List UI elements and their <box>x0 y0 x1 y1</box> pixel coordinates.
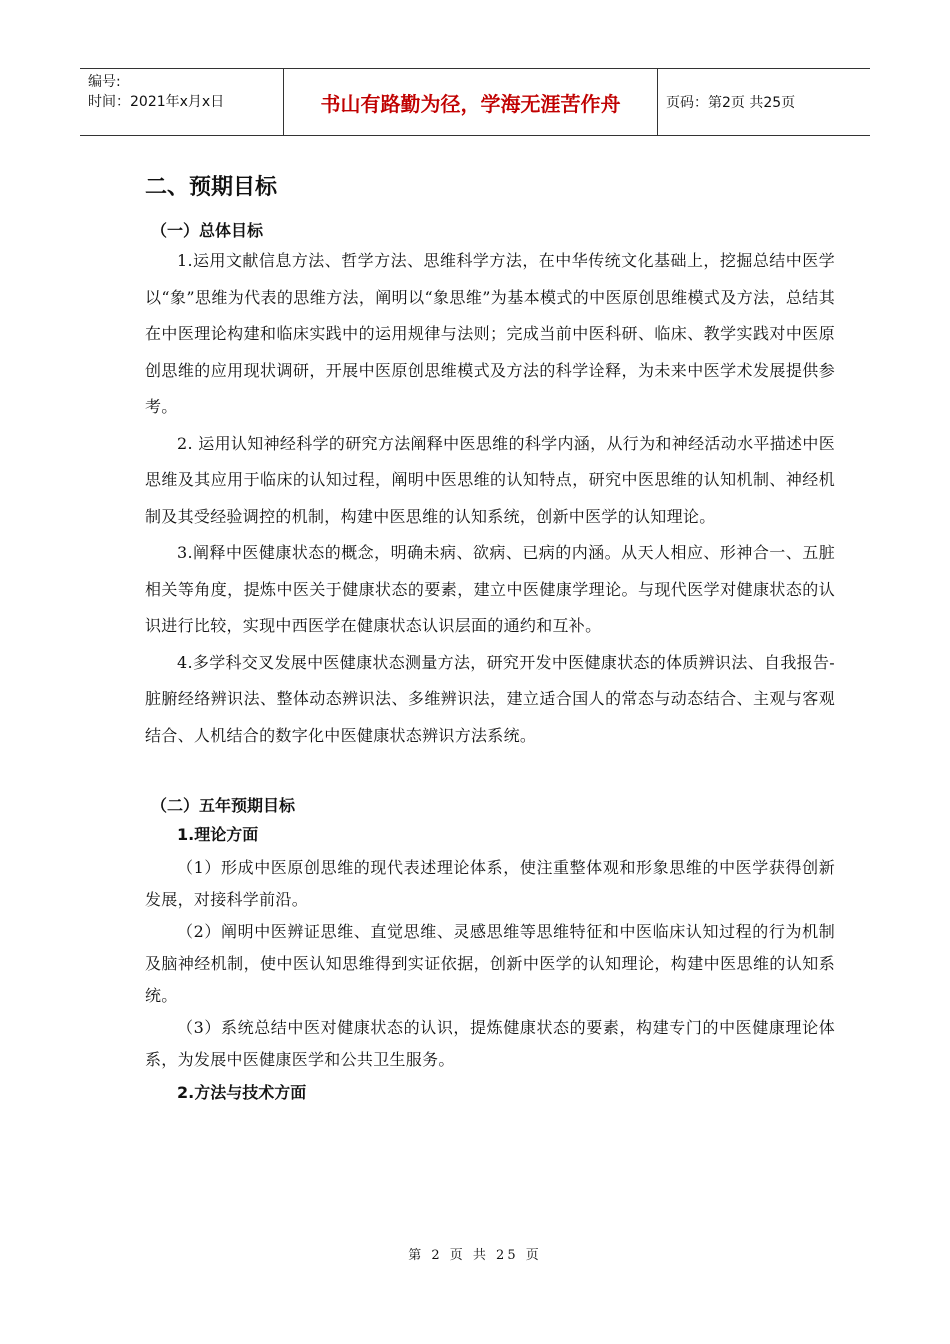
overall-paragraph-1: 1.运用文献信息方法、哲学方法、思维科学方法，在中华传统文化基础上，挖掘总结中医学以“象”思维为代表的思维方法，阐明以“象思维”为基本模式的中医原创思维模式及方法，总结其在中医理论构建和临床实践中的运用规律与法则；完成当前中医科研、临床、教学实践对中医原创思维的应用现状调研，开展中医原创思维模式及方法的科学诠释，为未来中医学术发展提供参考。 <box>145 251 835 416</box>
page-footer: 第 2 页 共 25 页 <box>408 1248 542 1263</box>
header-motto: 书山有路勤为径，学海无涯苦作舟 <box>283 69 658 135</box>
overall-goal-heading: （一）总体目标 <box>151 221 264 240</box>
time-label: 时间：2021年x月x日 <box>88 94 225 110</box>
overall-paragraph-2: 2. 运用认知神经科学的研究方法阐释中医思维的科学内涵，从行为和神经活动水平描述中医思维及其应用于临床的认知过程，阐明中医思维的认知特点，研究中医思维的认知机制、神经机制及其受经验调控的机制，构建中医思维的认知系统，创新中医学的认知理论。 <box>145 433 835 526</box>
header-page-info: 页码：第2页 共25页 <box>666 95 796 111</box>
theory-paragraph-2: （2）阐明中医辨证思维、直觉思维、灵感思维等思维特征和中医临床认知过程的行为机制及脑神经机制，使中医认知思维得到实证依据，创新中医学的认知理论，构建中医思维的认知系统。 <box>145 922 835 1005</box>
page-header <box>80 68 870 136</box>
overall-paragraph-4: 4.多学科交叉发展中医健康状态测量方法，研究开发中医健康状态的体质辨识法、自我报告-脏腑经络辨识法、整体动态辨识法、多维辨识法，建立适合国人的常态与动态结合、主观与客观结合、人机结合的数字化中医健康状态辨识方法系统。 <box>145 652 835 745</box>
five-year-goal-heading: （二）五年预期目标 <box>151 796 296 815</box>
theory-heading: 1.理论方面 <box>177 825 259 844</box>
spacer <box>145 754 835 794</box>
header-meta <box>80 69 283 135</box>
theory-paragraph-3: （3）系统总结中医对健康状态的认识，提炼健康状态的要素，构建专门的中医健康理论体系，为发展中医健康医学和公共卫生服务。 <box>145 1018 835 1069</box>
section-title: 二、预期目标 <box>145 175 278 200</box>
theory-paragraph-1: （1）形成中医原创思维的现代表述理论体系，使注重整体观和形象思维的中医学获得创新发展，对接科学前沿。 <box>145 858 835 909</box>
code-label: 编号: <box>88 74 121 90</box>
document-body <box>145 160 835 1110</box>
method-heading: 2.方法与技术方面 <box>177 1083 307 1102</box>
overall-paragraph-3: 3.阐释中医健康状态的概念，明确未病、欲病、已病的内涵。从天人相应、形神合一、五脏相关等角度，提炼中医关于健康状态的要素，建立中医健康学理论。与现代医学对健康状态的认识进行比较，实现中西医学在健康状态认识层面的通约和互补。 <box>145 543 835 635</box>
